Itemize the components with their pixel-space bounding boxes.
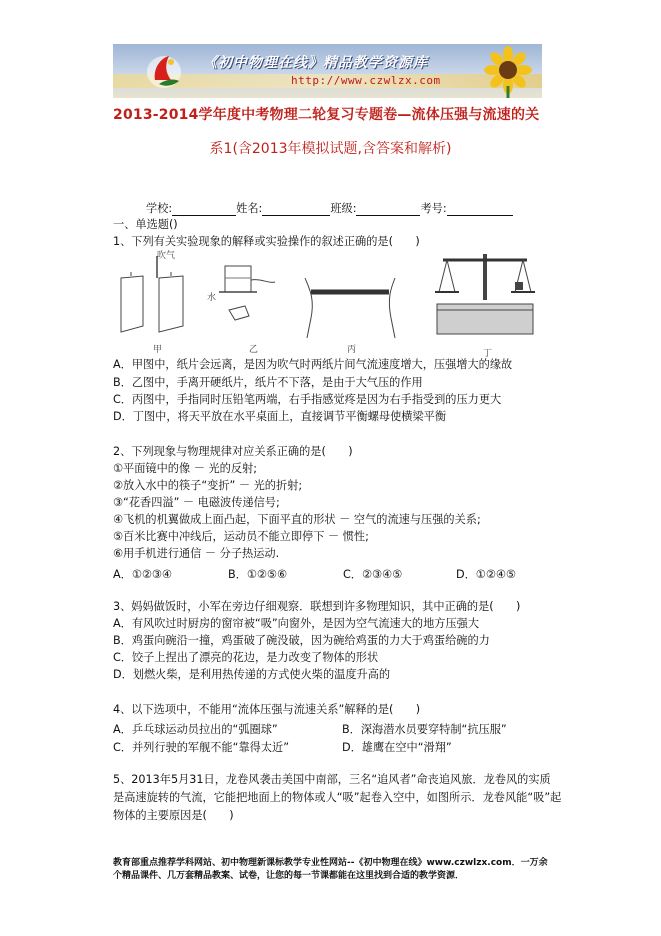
q3-option-b[interactable]: B．鸡蛋向碗沿一撞，鸡蛋破了碗没破，因为碗给鸡蛋的力大于鸡蛋给碗的力	[113, 634, 490, 647]
q5-stem-line3: 物体的主要原因是( )	[113, 809, 234, 822]
header-banner	[113, 44, 542, 98]
banner-url[interactable]: http://www.czwlzx.com	[291, 74, 441, 87]
fig-label-ding: 丁	[483, 349, 493, 359]
name-field[interactable]	[262, 204, 330, 216]
exam-no-label: 考号:	[420, 202, 447, 215]
exam-no-field[interactable]	[447, 204, 513, 216]
sunflower-icon	[478, 46, 538, 98]
q2-item: ②放入水中的筷子“变折” － 光的折射;	[113, 479, 303, 492]
document-title-line1: 2013-2014学年度中考物理二轮复习专题卷—流体压强与流速的关	[113, 107, 540, 123]
q3-option-c[interactable]: C．饺子上捏出了漂亮的花边，是力改变了物体的形状	[113, 651, 379, 664]
site-logo-icon	[143, 50, 185, 92]
q4-option-c[interactable]: C．并列行驶的军舰不能“靠得太近”	[113, 741, 290, 754]
class-label: 班级:	[330, 202, 357, 215]
q2-item: ③“花香四溢” － 电磁波传递信号;	[113, 496, 280, 509]
class-field[interactable]	[356, 204, 420, 216]
document-title-line2: 系1(含2013年模拟试题,含答案和解析)	[209, 141, 452, 157]
q4-option-d[interactable]: D．雄鹰在空中“滑翔”	[342, 741, 452, 754]
banner-title: 《初中物理在线》精品教学资源库	[203, 55, 428, 71]
q3-stem: 3、妈妈做饭时，小军在旁边仔细观察．联想到许多物理知识，其中正确的是( )	[113, 600, 521, 613]
q1-option-a[interactable]: A．甲图中，纸片会远离，是因为吹气时两纸片间气流速度增大，压强增大的缘故	[113, 358, 513, 371]
q5-stem-line2: 是高速旋转的气流，它能把地面上的物体或人“吸”起卷入空中，如图所示．龙卷风能“吸”起	[113, 791, 562, 804]
footer-line2: 个精品课件、几万套精品教案、试卷，让您的每一节课都能在这里找到合适的教学资源．	[113, 871, 465, 881]
q1-stem: 1、下列有关实验现象的解释或实验操作的叙述正确的是( )	[113, 235, 420, 248]
school-field[interactable]	[172, 204, 236, 216]
figure-balance	[429, 248, 541, 344]
section-heading: 一、单选题()	[113, 218, 178, 231]
fig-label-yi: 乙	[249, 345, 259, 355]
q4-option-a[interactable]: A．乒乓球运动员拉出的“弧圈球”	[113, 723, 278, 736]
name-label: 姓名:	[236, 202, 263, 215]
q2-item: ⑤百米比赛中冲线后，运动员不能立即停下 － 惯性;	[113, 530, 369, 543]
q1-option-b[interactable]: B．乙图中，手离开硬纸片，纸片不下落，是由于大气压的作用	[113, 376, 423, 389]
q2-option-a[interactable]: A．①②③④	[113, 568, 172, 581]
q5-stem-line1: 5、2013年5月31日，龙卷风袭击美国中南部，三名“追风者”命丧追风旅．龙卷风的实质	[113, 773, 551, 786]
q3-option-a[interactable]: A．有风吹过时厨房的窗帘被“吸”向窗外，是因为空气流速大的地方压强大	[113, 617, 480, 630]
q2-item: ⑥用手机进行通信 － 分子热运动.	[113, 547, 280, 560]
figure-paper-blow	[113, 252, 193, 342]
q4-option-b[interactable]: B．深海潜水员要穿特制“抗压服”	[342, 723, 507, 736]
q2-option-d[interactable]: D．①②④⑤	[456, 568, 516, 581]
fig-text-blow: 吹气	[157, 251, 176, 261]
q2-item: ①平面镜中的像 － 光的反射;	[113, 462, 257, 475]
school-label: 学校:	[146, 202, 173, 215]
q3-option-d[interactable]: D．划燃火柴，是利用热传递的方式使火柴的温度升高的	[113, 668, 391, 681]
q2-item: ④飞机的机翼做成上面凸起，下面平直的形状 － 空气的流速与压强的关系;	[113, 513, 481, 526]
q4-stem: 4、以下选项中，不能用“流体压强与流速关系”解释的是( )	[113, 703, 421, 716]
q1-option-c[interactable]: C．丙图中，手指同时压铅笔两端，右手指感觉疼是因为右手指受到的压力更大	[113, 393, 502, 406]
figure-pencil-fingers	[301, 258, 401, 342]
q2-stem: 2、下列现象与物理规律对应关系正确的是( )	[113, 445, 353, 458]
q2-option-c[interactable]: C．②③④⑤	[343, 568, 403, 581]
q1-option-d[interactable]: D．丁图中，将天平放在水平桌面上，直接调节平衡螺母使横梁平衡	[113, 410, 447, 423]
student-info-row	[146, 202, 513, 216]
fig-text-water: 水	[207, 293, 217, 303]
fig-label-jia: 甲	[153, 345, 163, 355]
figure-cup-paper	[205, 258, 285, 342]
q2-option-b[interactable]: B．①②⑤⑥	[228, 568, 287, 581]
footer-line1: 教育部重点推荐学科网站、初中物理新课标教学专业性网站--《初中物理在线》www.czwlzx.com．一万余	[113, 858, 548, 868]
q1-figures	[113, 248, 543, 360]
page-footer	[113, 857, 553, 883]
fig-label-bing: 丙	[347, 345, 357, 355]
